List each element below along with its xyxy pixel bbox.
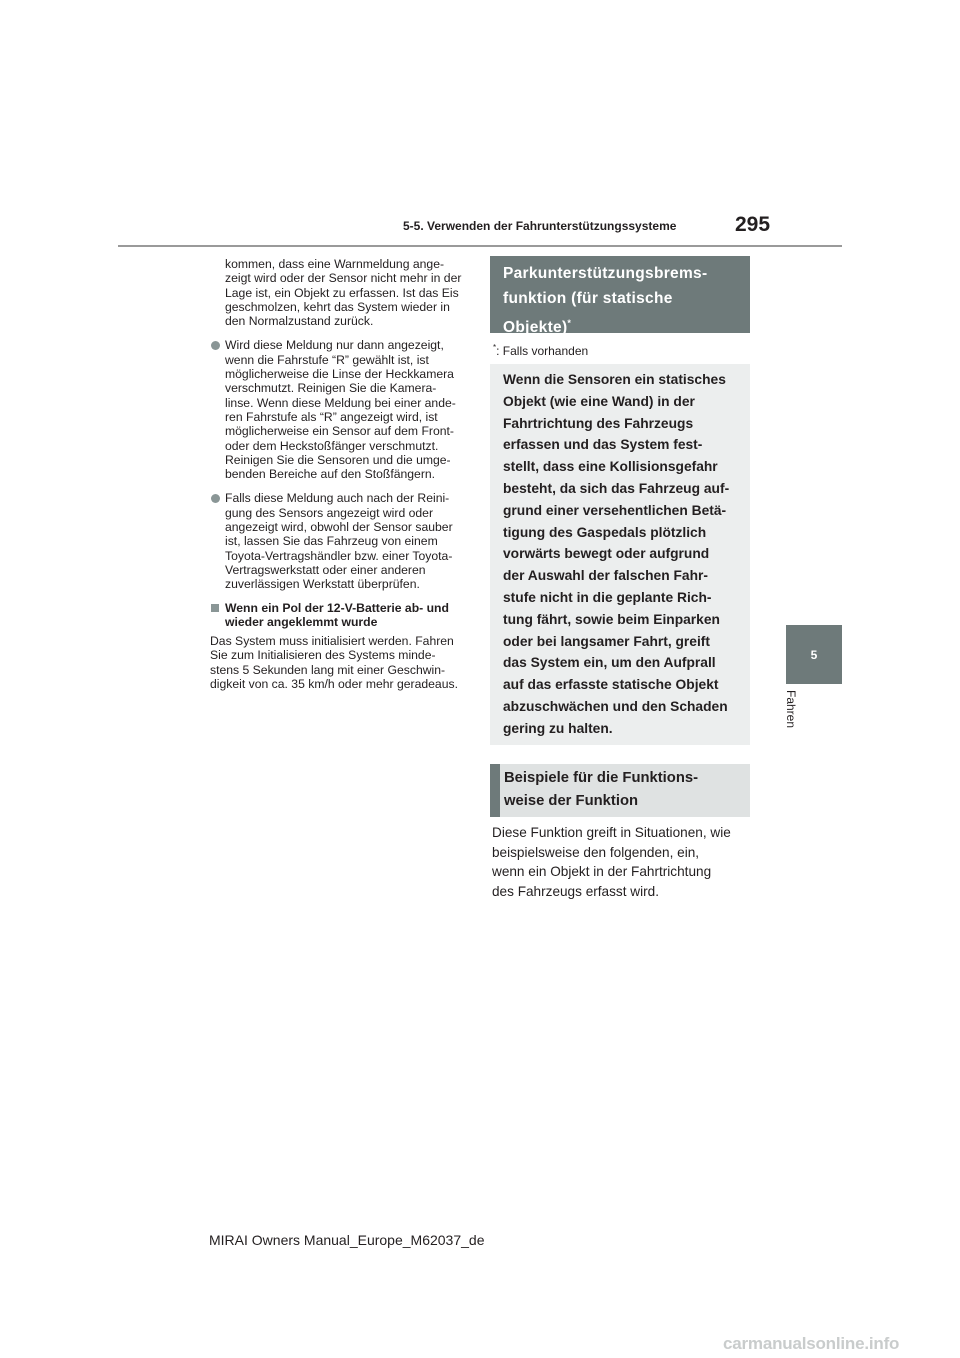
- bullet-item: [210, 491, 468, 591]
- bullet-icon: [211, 341, 220, 350]
- example-heading-line: Beispiele für die Funktions-: [504, 770, 699, 786]
- page-number: 295: [735, 213, 771, 236]
- section-heading-line: funktion (für statische: [503, 290, 673, 307]
- intro-line: der Auswahl der falschen Fahr-: [503, 568, 708, 584]
- watermark-text: carmanualsonline.info: [723, 1336, 900, 1353]
- footnote-text: : Falls vorhanden: [496, 344, 589, 358]
- section-header-title: 5-5. Verwenden der Fahrunterstützungssysteme: [403, 219, 677, 233]
- intro-line: auf das erfasste statische Objekt: [503, 677, 719, 693]
- sub-heading-text: Wenn ein Pol der 12-V-Batterie ab- und wieder angeklemmt wurde: [225, 600, 449, 629]
- intro-line: tung fährt, sowie beim Einparken: [503, 611, 720, 627]
- intro-line: stufe nicht in die geplante Rich-: [503, 589, 712, 605]
- intro-line: gering zu halten.: [503, 720, 613, 736]
- chapter-label-vertical: [786, 690, 806, 750]
- continuation-paragraph: kommen, dass eine Warnmeldung ange- zeigt wird oder der Sensor nicht mehr in der Lage ist, ein Objekt zu erfassen. Ist das Eis geschmolzen, kehrt das System wieder in den Normalzustand zurück.: [225, 257, 462, 329]
- example-heading-line: weise der Funktion: [504, 793, 639, 809]
- body-line: beispielsweise den folgenden, ein,: [492, 844, 700, 860]
- chapter-number: 5: [810, 647, 818, 662]
- intro-line: Objekt (wie eine Wand) in der: [503, 393, 695, 409]
- bullet-item: [210, 338, 468, 481]
- body-line: des Fahrzeugs erfasst wird.: [492, 883, 659, 899]
- intro-line: Wenn die Sensoren ein statisches: [503, 372, 726, 387]
- footnote: [493, 343, 588, 358]
- header-divider: [118, 245, 842, 247]
- example-heading: [490, 764, 750, 817]
- bullet-text: Wird diese Meldung nur dann angezeigt, wenn die Fahrstufe “R” gewählt ist, ist möglicherweise die Linse der Heckkamera verschmutzt. Reinigen Sie die Kamera- linse. Wenn diese Meldung bei einer ande- ren Fahrstufe als “R” angezeigt wird, ist möglicherweise ein Sensor auf dem Front- oder dem Heckstoßfänger verschmutzt. Reinigen Sie die Sensoren und die umge- benden Bereiche auf den Stoßfängern.: [225, 338, 456, 482]
- bullet-text: Falls diese Meldung auch nach der Reini- gung des Sensors angezeigt wird oder angezeigt wird, obwohl der Sensor sauber ist, lassen Sie das Fahrzeug von einem Toyota-Vertragshändler bzw. einer Toyota- Vertragswerkstatt oder einer anderen zuverlässigen Werkstatt überprüfen.: [225, 491, 453, 592]
- intro-line: tigung des Gaspedals plötzlich: [503, 524, 707, 540]
- intro-line: oder bei langsamer Fahrt, greift: [503, 633, 711, 649]
- intro-line: stellt, dass eine Kollisionsgefahr: [503, 459, 718, 475]
- watermark: [0, 1336, 960, 1358]
- intro-line: abzuschwächen und den Schaden: [503, 698, 728, 714]
- footnote-symbol: *: [493, 343, 497, 352]
- intro-line: vorwärts bewegt oder aufgrund: [503, 546, 710, 562]
- intro-line: grund einer versehentlichen Betä-: [503, 502, 727, 518]
- square-marker-icon: [211, 604, 219, 612]
- section-heading-line: Objekte): [503, 319, 568, 337]
- body-line: wenn ein Objekt in der Fahrtrichtung: [492, 864, 712, 879]
- manual-footer: MIRAI Owners Manual_Europe_M62037_de: [209, 1232, 485, 1248]
- intro-line: besteht, da sich das Fahrzeug auf-: [503, 480, 730, 496]
- body-paragraph: [492, 823, 754, 901]
- chapter-label: Fahren: [784, 690, 798, 729]
- intro-line: erfassen und das System fest-: [503, 437, 703, 453]
- section-heading: [490, 256, 750, 337]
- intro-line: Fahrtrichtung des Fahrzeugs: [503, 415, 694, 431]
- sub-heading: [210, 601, 468, 630]
- sub-paragraph: Das System muss initialisiert werden. Fahren Sie zum Initialisieren des Systems minde- stens 5 Sekunden lang mit einer Geschwin- digkeit von ca. 35 km/h oder mehr geradeaus.: [210, 634, 458, 692]
- left-column: [210, 257, 468, 691]
- bullet-icon: [211, 494, 220, 503]
- section-heading-line: Parkunterstützungsbrems-: [503, 265, 708, 282]
- intro-line: das System ein, um den Aufprall: [503, 655, 716, 671]
- intro-box: [490, 364, 750, 745]
- body-line: Diese Funktion greift in Situationen, wie: [492, 825, 731, 840]
- chapter-tab: [786, 625, 842, 684]
- footnote-marker: *: [567, 318, 572, 328]
